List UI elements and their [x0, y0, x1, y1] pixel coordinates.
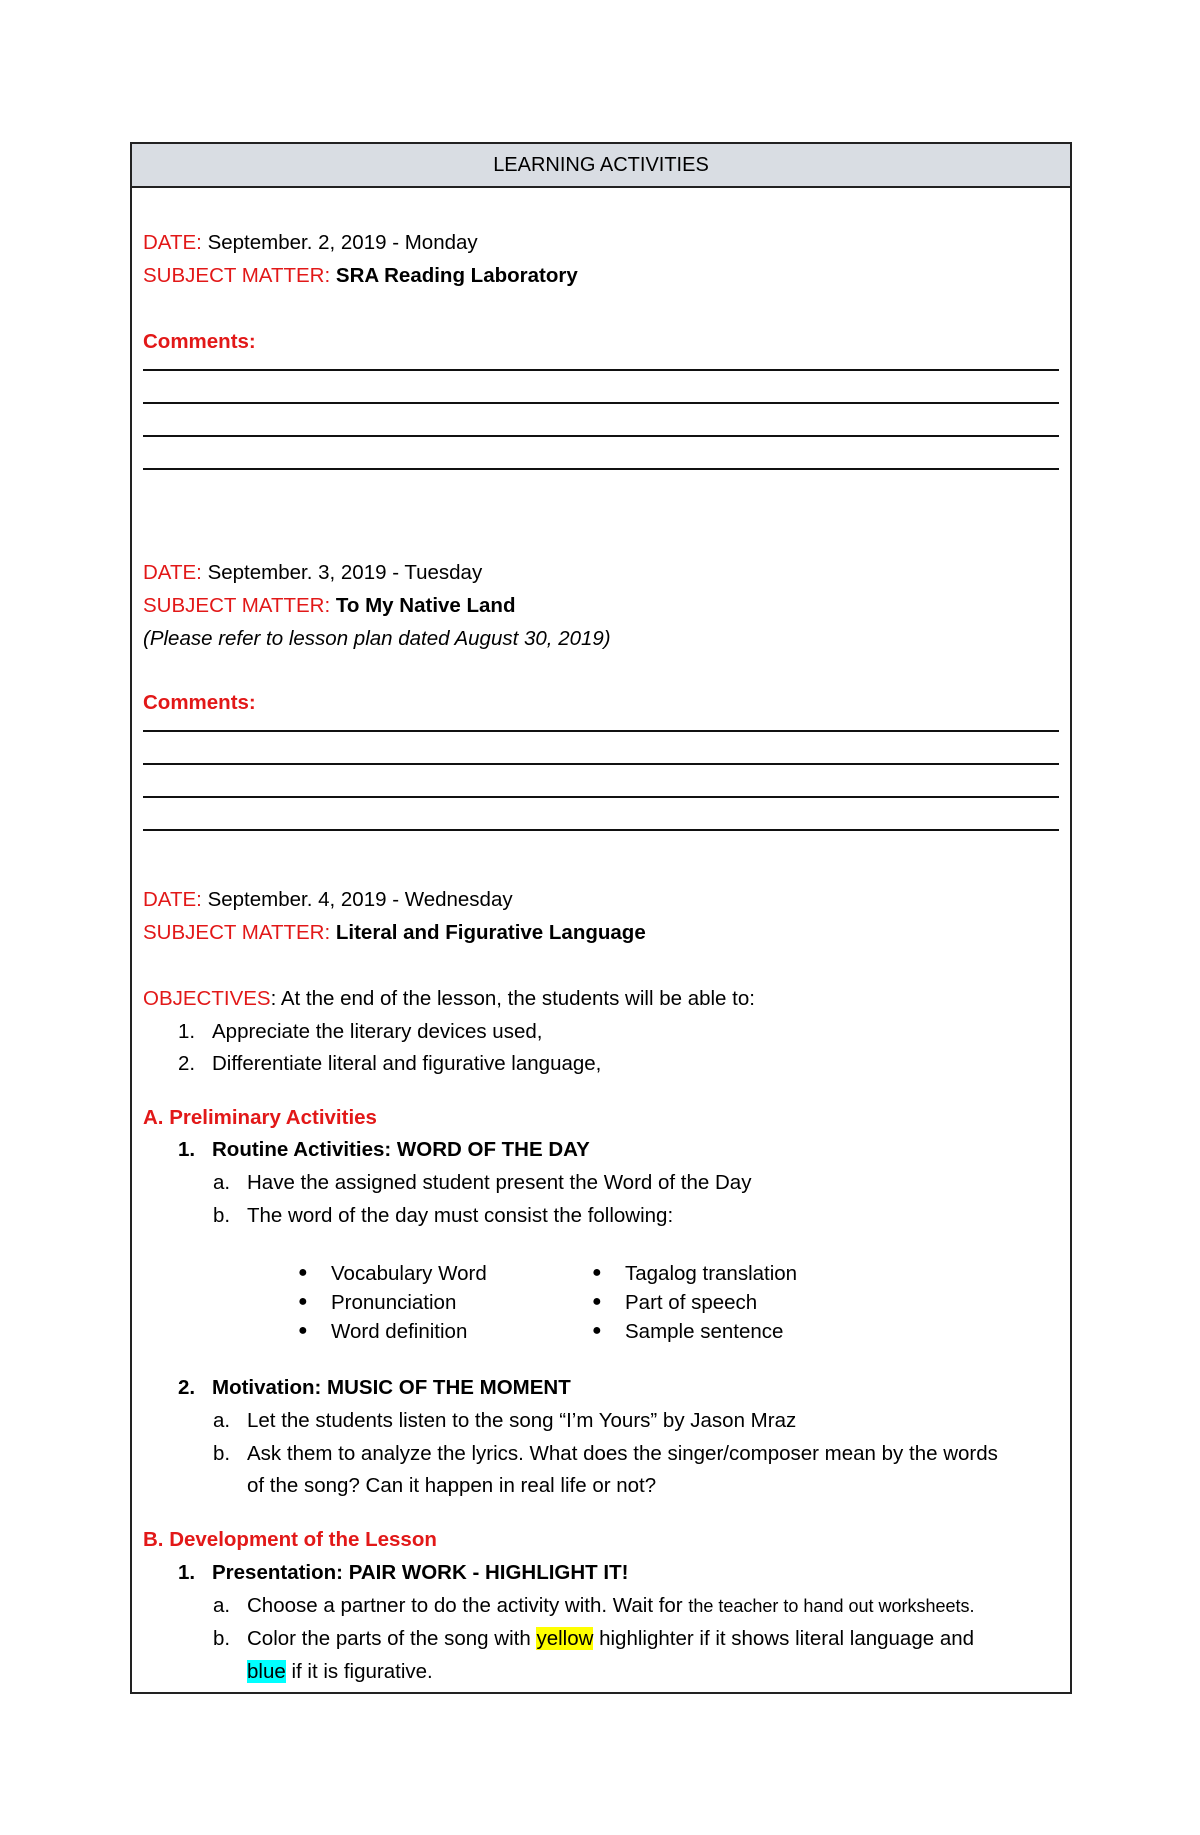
day3-date: DATE: September. 4, 2019 - Wednesday: [143, 888, 513, 911]
section-a-item-1b: b. The word of the day must consist the following:: [213, 1204, 674, 1227]
bullet-icon: ●: [592, 1322, 602, 1339]
bullet-icon: ●: [592, 1293, 602, 1310]
yellow-highlight: yellow: [536, 1627, 594, 1650]
bullet-icon: ●: [298, 1322, 308, 1339]
bullet-item: Pronunciation: [331, 1291, 457, 1314]
comment-line: [143, 796, 1059, 798]
objectives-heading: OBJECTIVES: At the end of the lesson, the students will be able to:: [143, 987, 755, 1010]
day2-subject: SUBJECT MATTER: To My Native Land: [143, 594, 516, 617]
section-b-item-1a: a. Choose a partner to do the activity with. Wait for the teacher to hand out worksheets.: [213, 1594, 975, 1617]
box-header: [132, 144, 1070, 188]
section-b-item-1b: b. Color the parts of the song with yellow highlighter if it shows literal language and: [213, 1627, 975, 1650]
bullet-item: Part of speech: [625, 1291, 758, 1314]
day2-comments-label: Comments:: [143, 691, 256, 714]
bullet-item: Word definition: [331, 1320, 468, 1343]
section-b-item-1b-cont: blue if it is figurative.: [247, 1660, 433, 1683]
section-a-item-1: 1. Routine Activities: WORD OF THE DAY: [178, 1138, 590, 1161]
comment-line: [143, 402, 1059, 404]
comment-line: [143, 730, 1059, 732]
day2-date: DATE: September. 3, 2019 - Tuesday: [143, 561, 483, 584]
section-a-item-2b-cont: of the song? Can it happen in real life or not?: [247, 1474, 657, 1497]
bullet-item: Vocabulary Word: [331, 1262, 487, 1285]
comment-line: [143, 829, 1059, 831]
section-b-item-1: 1. Presentation: PAIR WORK - HIGHLIGHT IT!: [178, 1561, 629, 1584]
objective-item: 2. Differentiate literal and figurative language,: [178, 1052, 602, 1075]
section-a-item-2a: a. Let the students listen to the song “I’m Yours” by Jason Mraz: [213, 1409, 797, 1432]
bullet-item: Sample sentence: [625, 1320, 784, 1343]
header-title: LEARNING ACTIVITIES: [493, 153, 709, 176]
objective-item: 1. Appreciate the literary devices used,: [178, 1020, 543, 1043]
section-a-item-2b: b. Ask them to analyze the lyrics. What does the singer/composer mean by the words: [213, 1442, 998, 1465]
day2-note: (Please refer to lesson plan dated August 30, 2019): [143, 627, 611, 650]
day3-subject: SUBJECT MATTER: Literal and Figurative Language: [143, 921, 646, 944]
learning-activities-box: [130, 142, 1072, 1694]
bullet-item: Tagalog translation: [625, 1262, 798, 1285]
comment-line: [143, 369, 1059, 371]
day1-date: DATE: September. 2, 2019 - Monday: [143, 231, 478, 254]
bullet-icon: ●: [298, 1293, 308, 1310]
day1-subject: SUBJECT MATTER: SRA Reading Laboratory: [143, 264, 578, 287]
bullet-icon: ●: [592, 1264, 602, 1281]
section-b-title: B. Development of the Lesson: [143, 1528, 437, 1551]
comment-line: [143, 468, 1059, 470]
bullet-icon: ●: [298, 1264, 308, 1281]
section-a-item-1a: a. Have the assigned student present the Word of the Day: [213, 1171, 752, 1194]
section-a-title: A. Preliminary Activities: [143, 1106, 377, 1129]
comment-line: [143, 435, 1059, 437]
blue-highlight: blue: [247, 1660, 286, 1683]
comment-line: [143, 763, 1059, 765]
day1-comments-label: Comments:: [143, 330, 256, 353]
section-a-item-2: 2. Motivation: MUSIC OF THE MOMENT: [178, 1376, 571, 1399]
